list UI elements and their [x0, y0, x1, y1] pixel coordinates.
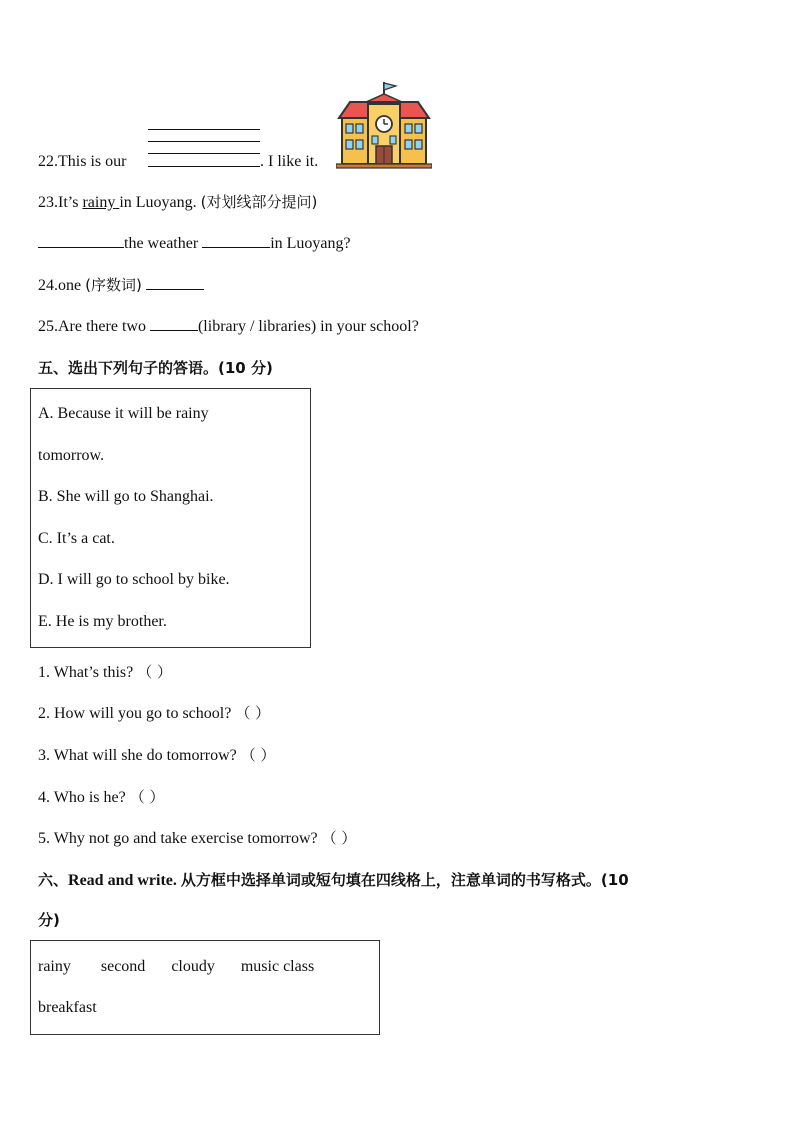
answer-parentheses[interactable]: （ ）: [240, 746, 276, 764]
question-22: [38, 153, 126, 171]
question-text: (library / libraries) in your school?: [197, 318, 419, 335]
match-question-text: 2. How will you go to school?: [38, 705, 232, 722]
question-note: (序数词): [85, 276, 142, 294]
option-item: B. She will go to Shanghai.: [38, 488, 214, 505]
section-6-title: [38, 869, 629, 890]
option-item: E. He is my brother.: [38, 613, 167, 630]
question-25: [38, 316, 419, 336]
underlined-word: rainy: [82, 194, 116, 211]
option-item: D. I will go to school by bike.: [38, 571, 230, 588]
answer-parentheses[interactable]: （ ）: [235, 704, 271, 722]
question-22-tail: . I like it.: [260, 153, 319, 170]
question-text: Are there two: [58, 318, 146, 335]
word-bank-row: [38, 958, 314, 976]
word-bank-box: [30, 940, 380, 1035]
answer-blank[interactable]: [150, 316, 198, 331]
answer-blank[interactable]: [146, 275, 204, 290]
question-text: This is our: [58, 153, 127, 170]
answer-parentheses[interactable]: （ ）: [321, 829, 357, 847]
answer-blank[interactable]: [38, 233, 124, 248]
answer-parentheses[interactable]: （ ）: [137, 663, 173, 681]
word-bank-item: breakfast: [38, 999, 97, 1016]
question-24: [38, 274, 204, 295]
section-title-en: Read and write.: [68, 872, 177, 889]
question-text: It’s: [58, 194, 79, 211]
answer-parentheses[interactable]: （ ）: [129, 788, 165, 806]
school-building-icon: [336, 80, 432, 170]
match-question-text: 3. What will she do tomorrow?: [38, 747, 237, 764]
match-question: [38, 702, 270, 723]
question-note: (对划线部分提问): [200, 193, 318, 211]
option-item: C. It’s a cat.: [38, 530, 115, 547]
question-number: 24.: [38, 277, 58, 294]
word-bank-item: music class: [240, 958, 315, 975]
option-item: tomorrow.: [38, 447, 105, 464]
section-5-title: 五、选出下列句子的答语。(10 分): [38, 359, 273, 377]
answer-text: in Luoyang?: [270, 235, 351, 252]
answer-blank[interactable]: [202, 233, 270, 248]
match-question: [38, 744, 276, 765]
question-number: 25.: [38, 318, 58, 335]
match-question-text: 5. Why not go and take exercise tomorrow?: [38, 830, 318, 847]
match-question: [38, 827, 356, 848]
word-bank-item: second: [100, 958, 146, 975]
match-question-text: 4. Who is he?: [38, 789, 126, 806]
question-number: 23.: [38, 194, 58, 211]
word-bank-item: cloudy: [171, 958, 215, 975]
match-question: [38, 661, 172, 682]
question-number: 22.: [38, 153, 58, 170]
match-question-text: 1. What’s this?: [38, 664, 134, 681]
word-bank-item: rainy: [38, 958, 71, 975]
answer-options-box: [30, 388, 311, 648]
option-item: A. Because it will be rainy: [38, 405, 209, 422]
match-question: [38, 786, 164, 807]
word-bank-row: [38, 999, 97, 1017]
question-23-answer: [38, 233, 351, 253]
section-number: 六、: [38, 871, 69, 889]
question-text: in Luoyang.: [119, 194, 197, 211]
answer-text: the weather: [124, 235, 199, 252]
section-6-title-cont: 分): [38, 911, 60, 929]
question-text: one: [58, 277, 82, 294]
section-instruction: 从方框中选择单词或短句填在四线格上，注意单词的书写格式。(10: [180, 871, 629, 889]
question-23: [38, 191, 317, 212]
